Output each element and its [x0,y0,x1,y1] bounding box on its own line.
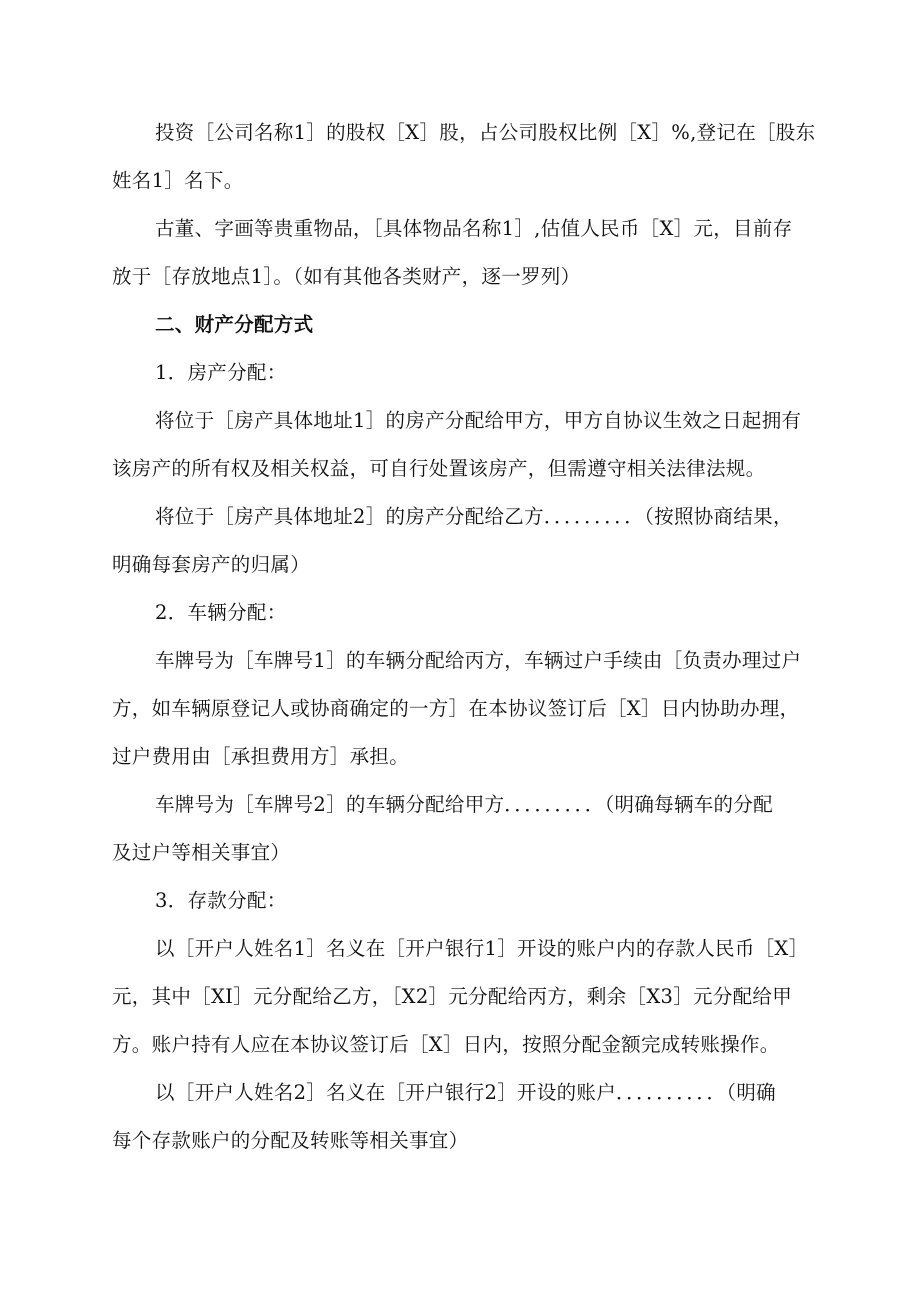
text-line: 明确每套房产的归属） [112,553,311,576]
text-line: 该房产的所有权及相关权益，可自行处置该房产，但需遵守相关法律法规。 [112,457,766,480]
text-line: 及过户等相关事宜） [112,841,291,864]
section-heading: 二、财产分配方式 [155,313,314,336]
text-line: 姓名1］名下。 [112,169,244,192]
text-line: 车牌号为［车牌号1］的车辆分配给丙方，车辆过户手续由［负责办理过户 [155,649,802,672]
text-line: 投资［公司名称1］的股权［X］股，占公司股权比例［X］%,登记在［股东 [155,121,816,144]
subsection-heading: 1．房产分配： [155,361,287,384]
text-line: 方，如车辆原登记人或协商确定的一方］在本协议签订后［X］日内协助办理， [112,697,800,720]
text-line: 古董、字画等贵重物品，［具体物品名称1］,估值人民币［X］元，目前存 [155,217,793,240]
text-line: 放于［存放地点1］。（如有其他各类财产，逐一罗列） [112,265,581,288]
subsection-heading: 2．车辆分配： [155,601,287,624]
text-line: 方。账户持有人应在本协议签订后［X］日内，按照分配金额完成转账操作。 [112,1033,780,1056]
text-line: 将位于［房产具体地址1］的房产分配给甲方，甲方自协议生效之日起拥有 [155,409,802,432]
text-line: 元，其中［XI］元分配给乙方，［X2］元分配给丙方，剩余［X3］元分配给甲 [112,985,793,1008]
text-line: 过户费用由［承担费用方］承担。 [112,745,410,768]
subsection-heading: 3．存款分配： [155,889,287,912]
text-line: 每个存款账户的分配及转账等相关事宜） [112,1129,469,1152]
text-line: 车牌号为［车牌号2］的车辆分配给甲方．．．．．．．．．（明确每辆车的分配 [155,793,773,816]
text-line: 以［开户人姓名1］名义在［开户银行1］开设的账户内的存款人民币［X］ [155,937,809,960]
text-line: 以［开户人姓名2］名义在［开户银行2］开设的账户．．．．．．．．．．（明确 [155,1081,776,1104]
text-line: 将位于［房产具体地址2］的房产分配给乙方．．．．．．．．．（按照协商结果， [155,505,793,528]
